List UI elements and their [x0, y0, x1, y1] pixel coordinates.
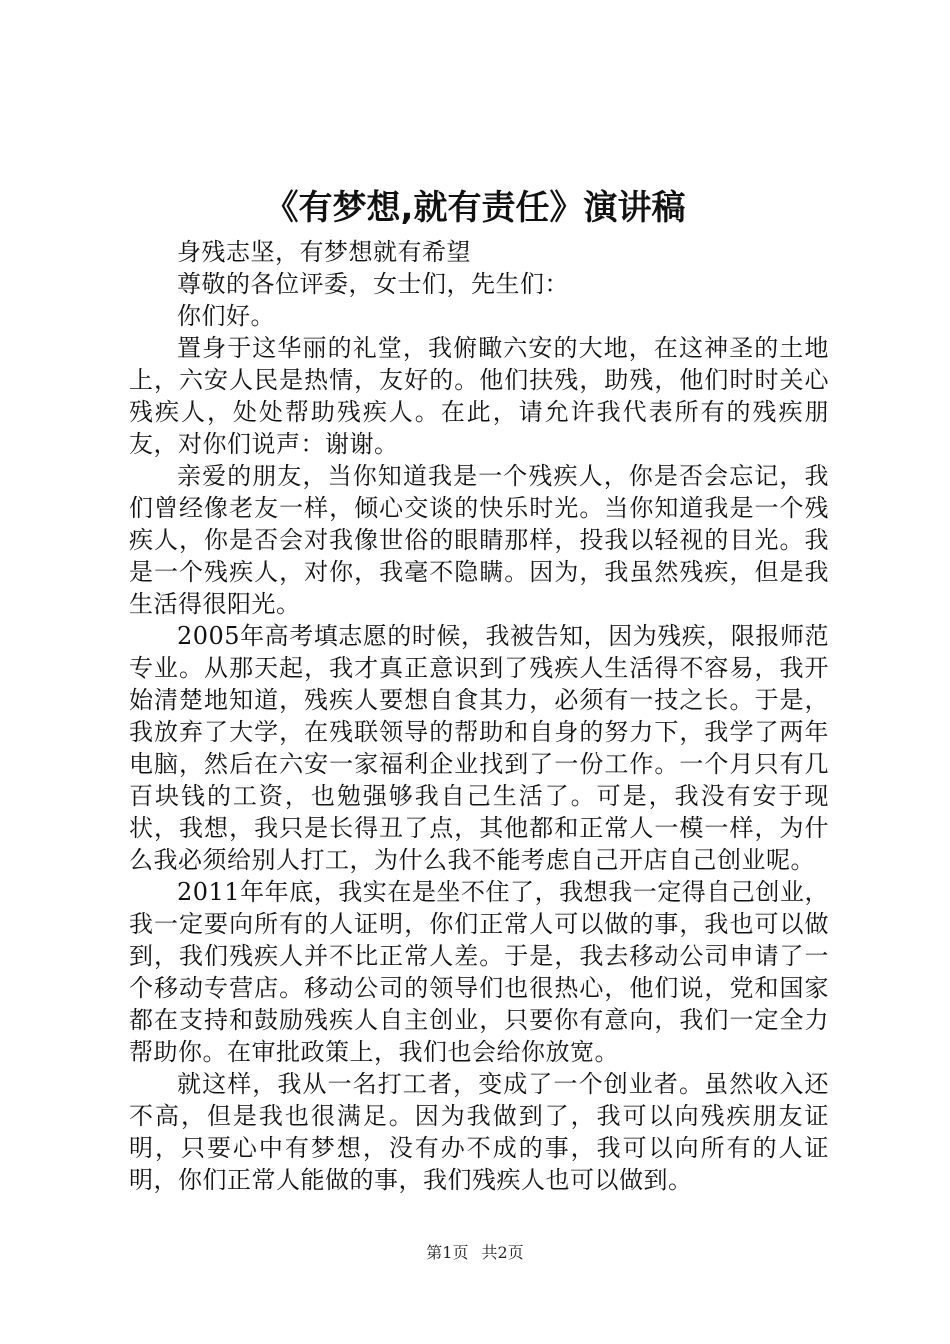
document-body — [129, 236, 829, 1196]
paragraph-greeting: 你们好。 — [177, 302, 275, 330]
document-title: 《有梦想,就有责任》演讲稿 — [264, 188, 686, 228]
paragraph: 就这样，我从一名打工者，变成了一个创业者。虽然收入还不高，但是我也很满足。因为我做到了，我可以向残疾朋友证明，只要心中有梦想，没有办不成的事，我可以向所有的人证明，你们正常人能做的事，我们残疾人也可以做到。 — [129, 1070, 829, 1194]
page-total: 共2页 — [481, 1243, 524, 1262]
paragraph: 亲爱的朋友，当你知道我是一个残疾人，你是否会忘记，我们曾经像老友一样，倾心交谈的快乐时光。当你知道我是一个残疾人，你是否会对我像世俗的眼睛那样，投我以轻视的目光。我是一个残疾人，对你，我毫不隐瞒。因为，我虽然残疾，但是我生活得很阳光。 — [129, 462, 829, 618]
paragraph-subtitle: 身残志坚，有梦想就有希望 — [177, 238, 471, 266]
paragraph: 置身于这华丽的礼堂，我俯瞰六安的大地，在这神圣的土地上，六安人民是热情，友好的。他们扶残，助残，他们时时关心残疾人，处处帮助残疾人。在此，请允许我代表所有的残疾朋友，对你们说声：谢谢。 — [129, 334, 829, 458]
paragraph-salutation: 尊敬的各位评委，女士们，先生们： — [177, 270, 569, 298]
paragraph: 2005年高考填志愿的时候，我被告知，因为残疾，限报师范专业。从那天起，我才真正意识到了残疾人生活得不容易，我开始清楚地知道，残疾人要想自食其力，必须有一技之长。于是，我放弃了大学，在残联领导的帮助和自身的努力下，我学了两年电脑，然后在六安一家福利企业找到了一份工作。一个月只有几百块钱的工资，也勉强够我自己生活了。可是，我没有安于现状，我想，我只是长得丑了点，其他都和正常人一模一样，为什么我必须给别人打工，为什么我不能考虑自己开店自己创业呢。 — [129, 622, 829, 874]
page-footer — [0, 1242, 950, 1264]
paragraph: 2011年年底，我实在是坐不住了，我想我一定得自己创业，我一定要向所有的人证明，你们正常人可以做的事，我也可以做到，我们残疾人并不比正常人差。于是，我去移动公司申请了一个移动专营店。移动公司的领导们也很热心，他们说，党和国家都在支持和鼓励残疾人自主创业，只要你有意向，我们一定全力帮助你。在审批政策上，我们也会给你放宽。 — [129, 878, 829, 1066]
page-number: 第1页 — [426, 1243, 469, 1262]
